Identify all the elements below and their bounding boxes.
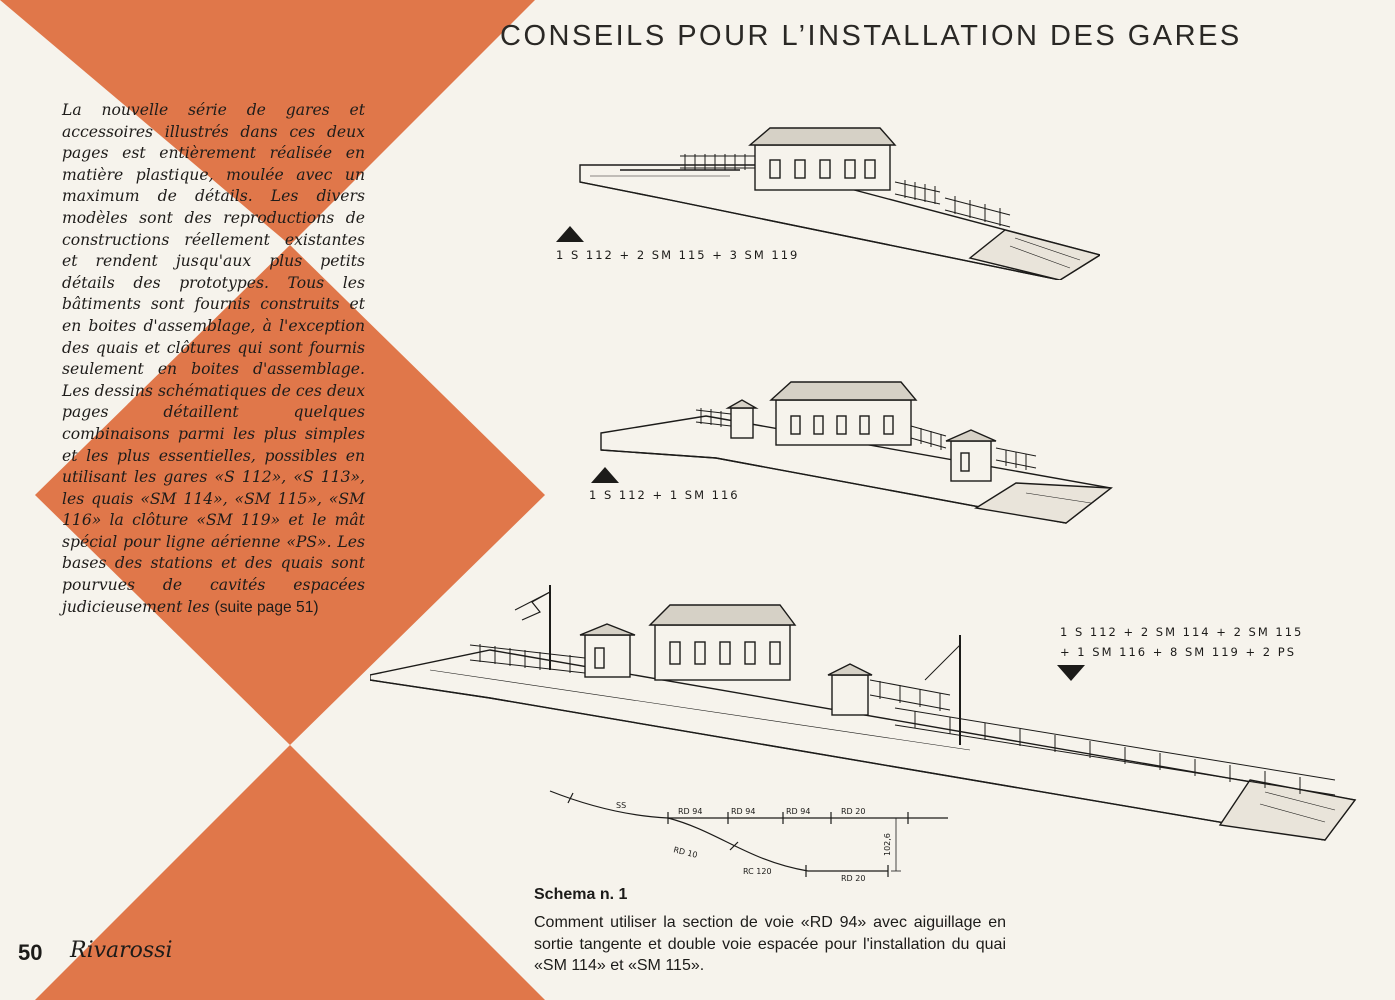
config-1-code: 1 S 112 + 2 SM 115 + 3 SM 119: [556, 248, 800, 262]
track-schema-diagram: [548, 786, 953, 886]
schema-title: Schema n. 1: [534, 886, 628, 903]
intro-text: La nouvelle série de gares et accessoires illustrés dans ces deux pages est entièrement réalisée en matière plastique, moulée avec un maximum de détails. Les divers modèles sont des reproductions de constructions réellement existantes et rendent jusqu'aux plus petits détails des prototypes. Tous les bâtiments sont fournis construits et en boites d'assemblage, à l'exception des quais et clôtures qui sont fournis seulement en boites d'assemblage. Les dessins schématiques de ces deux pages détaillent quelques combinaisons parmi les plus simples et les plus essentielles, possibles en utilisant les gares «S 112», «S 113», les quais «SM 114», «SM 115», «SM 116» la clôture «SM 119» et le mât spécial pour ligne aérienne «PS». Les bases des stations et des quais sont pourvues de cavités espacées judicieusement les: [62, 101, 365, 616]
intro-continuation: (suite page 51): [214, 598, 319, 616]
config-2-marker: [591, 467, 619, 483]
schema-label-rd20-bottom: RD 20: [841, 874, 866, 883]
config-3-code-line2: + 1 SM 116 + 8 SM 119 + 2 PS: [1060, 645, 1296, 659]
schema-label-ss: SS: [616, 801, 627, 810]
config-3-marker: [1057, 665, 1085, 681]
schema-label-rd10: RD 10: [672, 845, 699, 860]
brand-logo: Rivarossi: [70, 938, 173, 963]
schema-label-rd94-a: RD 94: [678, 807, 703, 816]
config-1-marker: [556, 226, 584, 242]
station-illustration-2: [596, 378, 1116, 528]
config-2-code: 1 S 112 + 1 SM 116: [589, 488, 740, 502]
intro-paragraph: [62, 100, 365, 618]
schema-description: Comment utiliser la section de voie «RD 94» avec aiguillage en sortie tangente et double voie espacée pour l'installation du quai «SM 114» et «SM 115».: [534, 914, 1006, 974]
schema-label-rd94-b: RD 94: [731, 807, 756, 816]
page-number: 50: [18, 940, 43, 965]
schema-label-rd94-c: RD 94: [786, 807, 811, 816]
schema-label-spacing: 102,6: [883, 833, 892, 856]
page-title: CONSEILS POUR L’INSTALLATION DES GARES: [500, 20, 1242, 52]
schema-label-rc120: RC 120: [743, 867, 772, 876]
schema-label-rd20-top: RD 20: [841, 807, 866, 816]
config-3-code-line1: 1 S 112 + 2 SM 114 + 2 SM 115: [1060, 625, 1304, 639]
